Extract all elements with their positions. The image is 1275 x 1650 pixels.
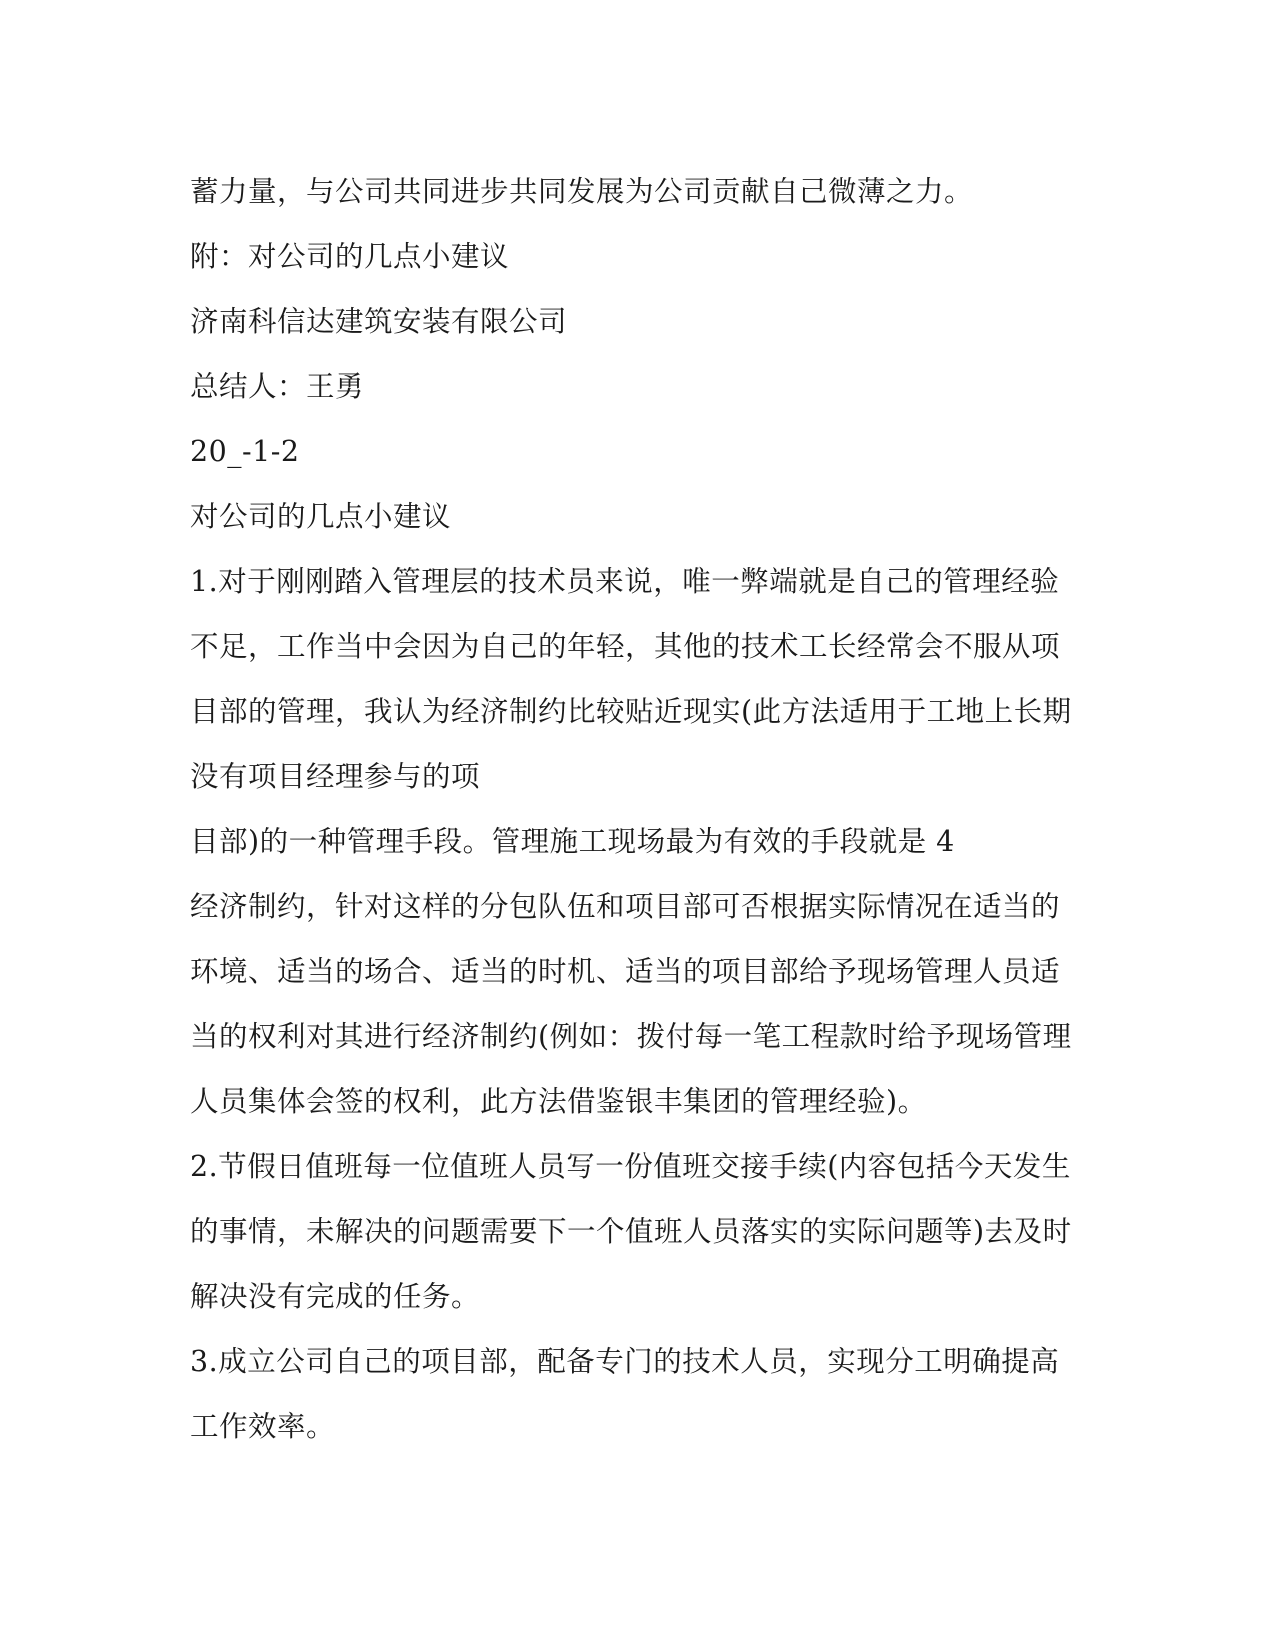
text-line: 没有项目经理参与的项 — [190, 760, 481, 793]
appendix-heading: 附：对公司的几点小建议 — [190, 240, 510, 273]
text-line: 经济制约，针对这样的分包队伍和项目部可否根据实际情况在适当的 — [190, 890, 1061, 923]
text-line: 工作效率。 — [190, 1410, 336, 1443]
text-line: 蓄力量，与公司共同进步共同发展为公司贡献自己微薄之力。 — [190, 175, 974, 208]
text-line: 人员集体会签的权利，此方法借鉴银丰集团的管理经验)。 — [190, 1085, 927, 1118]
text-line: 目部)的一种管理手段。管理施工现场最为有效的手段就是 4 — [190, 825, 955, 858]
text-line: 1.对于刚刚踏入管理层的技术员来说，唯一弊端就是自己的管理经验 — [190, 565, 1060, 598]
author-line: 总结人：王勇 — [190, 370, 365, 403]
date-line: 20_-1-2 — [190, 435, 300, 468]
text-line: 当的权利对其进行经济制约(例如：拨付每一笔工程款时给予现场管理 — [190, 1020, 1072, 1053]
text-line: 2.节假日值班每一位值班人员写一份值班交接手续(内容包括今天发生 — [190, 1150, 1071, 1183]
text-line: 不足，工作当中会因为自己的年轻，其他的技术工长经常会不服从项 — [190, 630, 1061, 663]
text-line: 环境、适当的场合、适当的时机、适当的项目部给予现场管理人员适 — [190, 955, 1061, 988]
document-body — [190, 159, 1070, 1459]
section-title: 对公司的几点小建议 — [190, 500, 452, 533]
company-name: 济南科信达建筑安装有限公司 — [190, 305, 568, 338]
text-line: 3.成立公司自己的项目部，配备专门的技术人员，实现分工明确提高 — [190, 1345, 1060, 1378]
text-line: 解决没有完成的任务。 — [190, 1280, 481, 1313]
text-line: 的事情，未解决的问题需要下一个值班人员落实的实际问题等)去及时 — [190, 1215, 1072, 1248]
text-line: 目部的管理，我认为经济制约比较贴近现实(此方法适用于工地上长期 — [190, 695, 1072, 728]
